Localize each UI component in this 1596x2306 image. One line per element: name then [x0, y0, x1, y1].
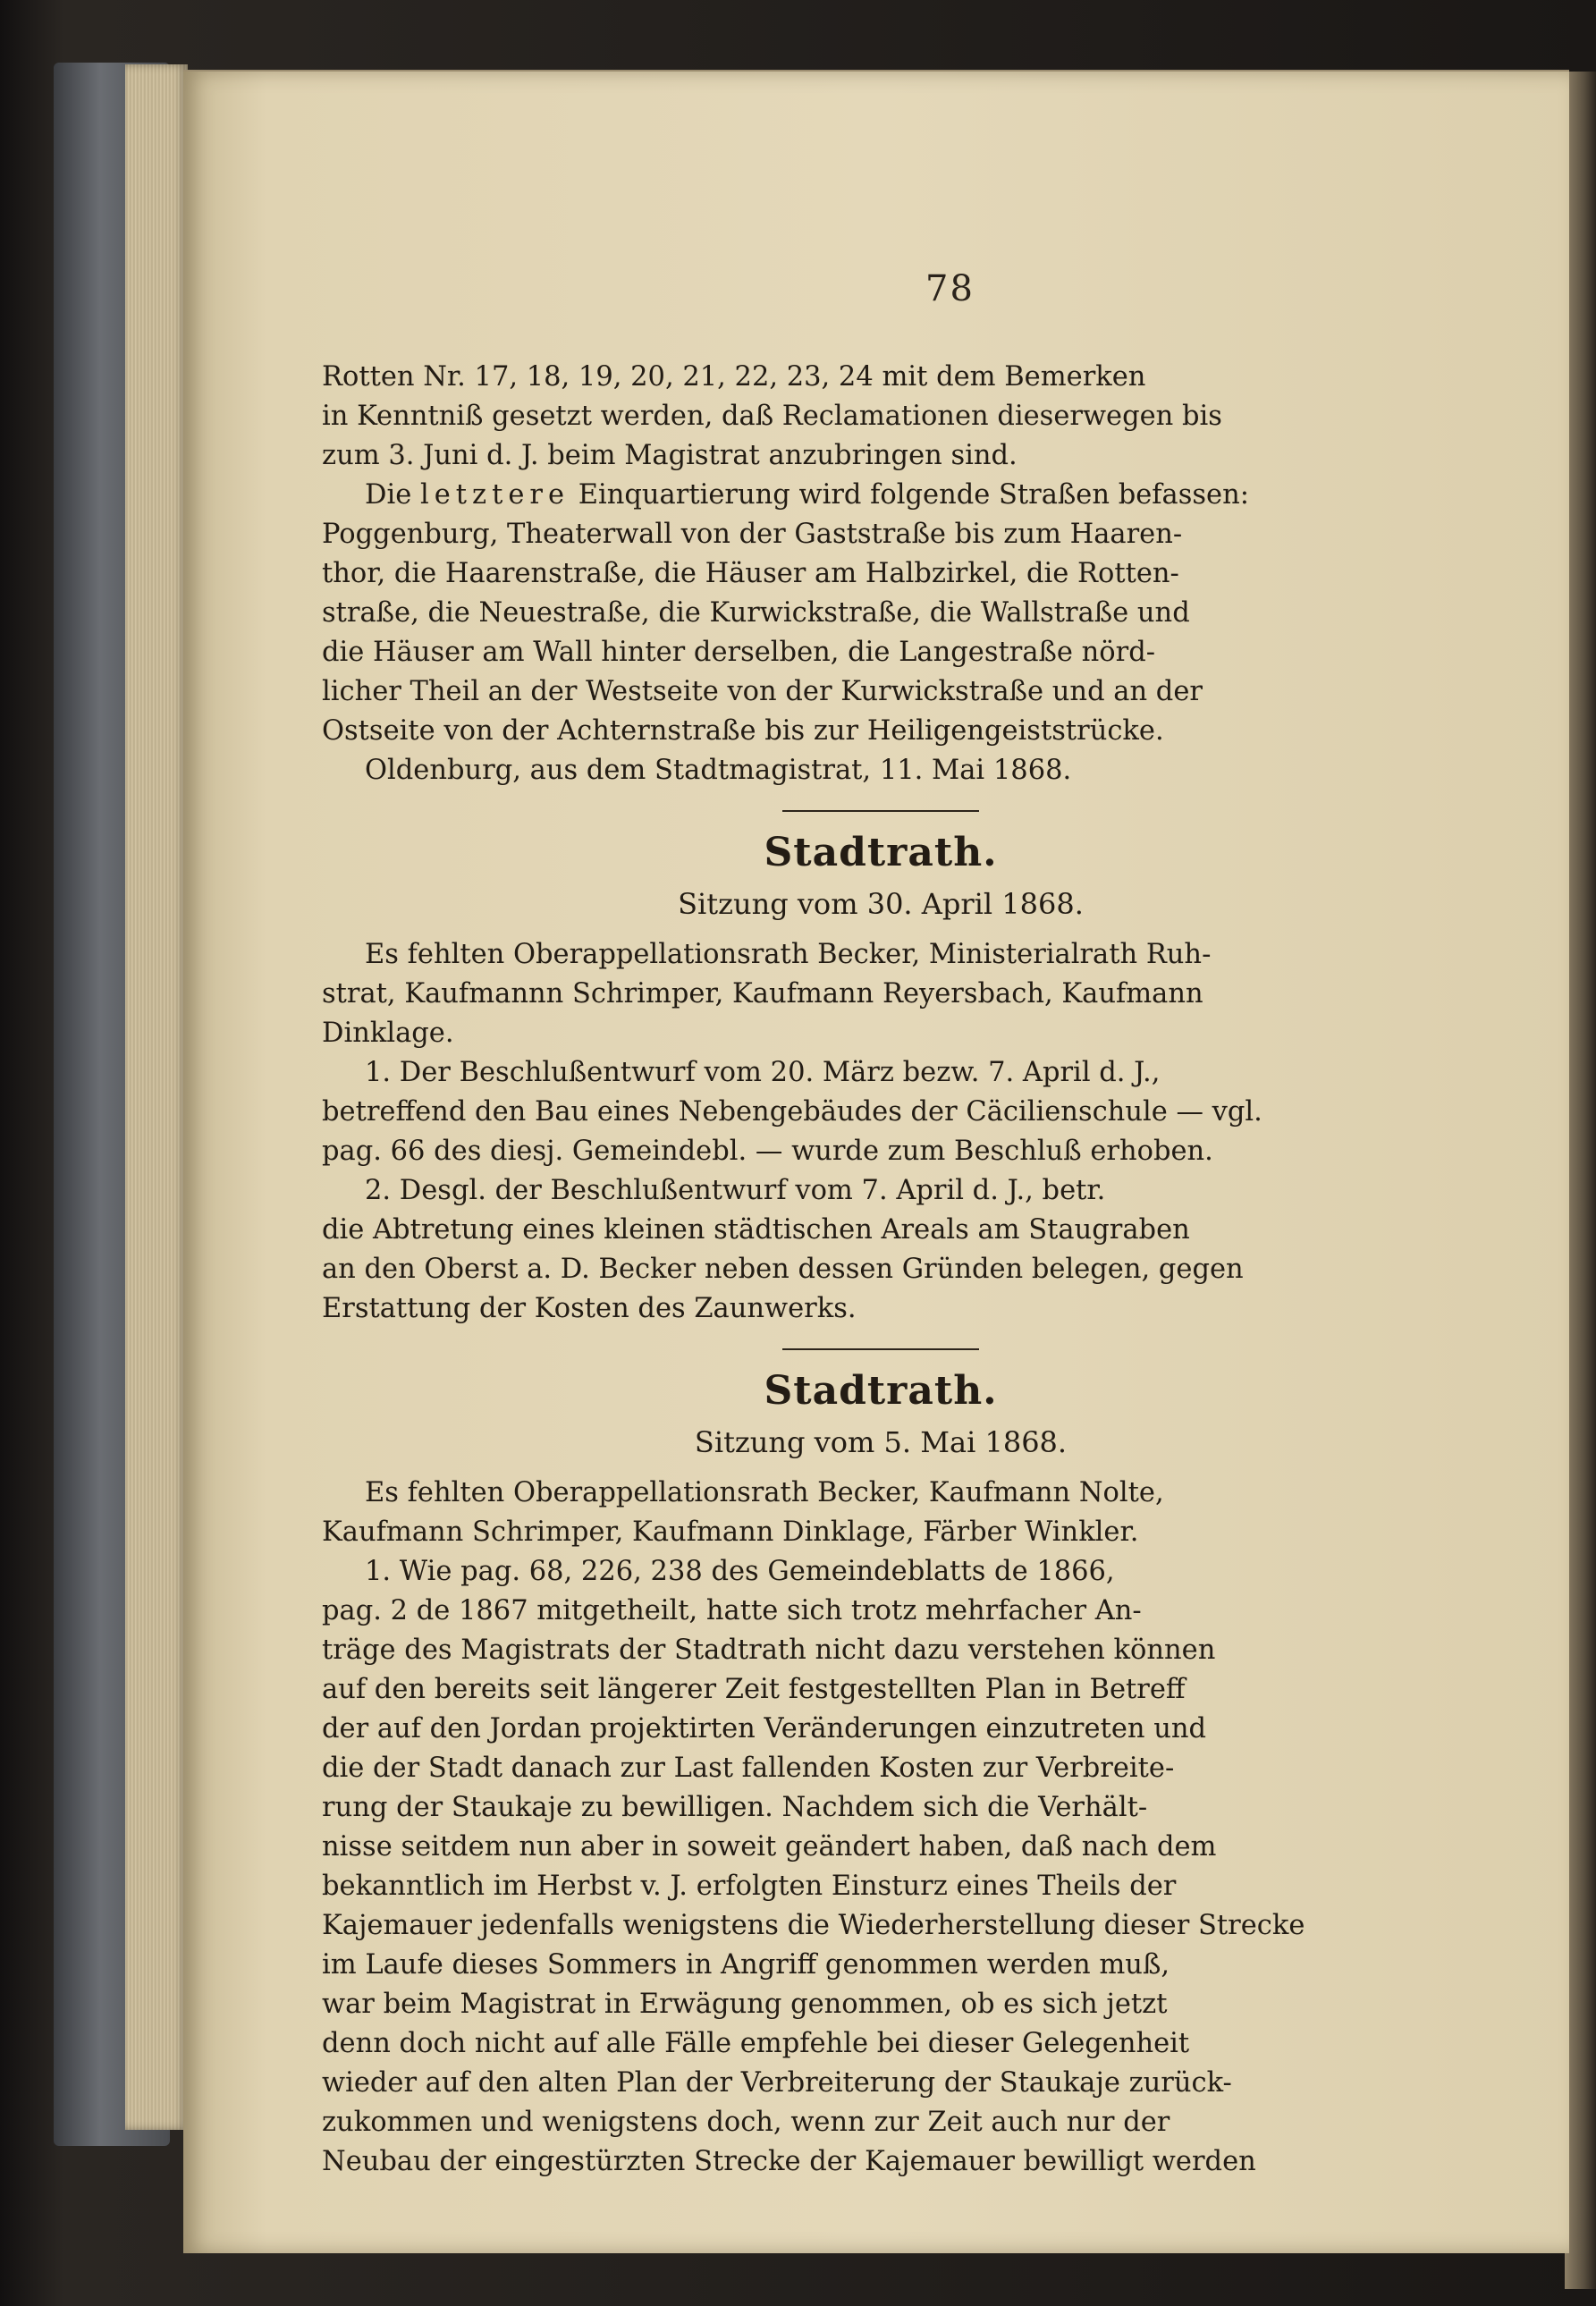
text-line: Neubau der eingestürzten Strecke der Kajemauer bewilligt werden	[322, 2146, 1256, 2177]
text-line: pag. 2 de 1867 mitgetheilt, hatte sich trotz mehrfacher An-	[322, 1595, 1142, 1626]
session-date: Sitzung vom 5. Mai 1868.	[694, 1425, 1068, 1459]
right-page-edge	[1565, 72, 1596, 2289]
page-edges	[125, 64, 188, 2130]
agenda-item-2	[322, 1171, 1440, 1329]
text-line: Kaufmann Schrimper, Kaufmann Dinklage, Färber Winkler.	[322, 1516, 1139, 1548]
intro-paragraph	[322, 358, 1440, 476]
text-line: der auf den Jordan projektirten Veränderungen einzutreten und	[322, 1713, 1207, 1744]
text-line: licher Theil an der Westseite von der Kurwickstraße und an der	[322, 676, 1203, 707]
page-text	[322, 358, 1440, 2182]
text-line: träge des Magistrats der Stadtrath nicht dazu verstehen können	[322, 1634, 1216, 1666]
text-line: nisse seitdem nun aber in soweit geändert haben, daß nach dem	[322, 1831, 1217, 1863]
text-line: in Kenntniß gesetzt werden, daß Reclamationen dieserwegen bis	[322, 401, 1222, 432]
text-line: die der Stadt danach zur Last fallenden Kosten zur Verbreite-	[322, 1753, 1175, 1784]
session-date: Sitzung vom 30. April 1868.	[678, 887, 1084, 921]
text-line: war beim Magistrat in Erwägung genommen, ob es sich jetzt	[322, 1989, 1168, 2020]
text-line: an den Oberst a. D. Becker neben dessen Gründen belegen, gegen	[322, 1254, 1244, 1285]
text-line: Kajemauer jedenfalls wenigstens die Wiederherstellung dieser Strecke	[322, 1910, 1305, 1941]
text-line: strat, Kaufmannn Schrimper, Kaufmann Reyersbach, Kaufmann	[322, 978, 1203, 1009]
section-heading: Stadtrath.	[764, 1368, 998, 1414]
text-line: denn doch nicht auf alle Fälle empfehle bei dieser Gelegenheit	[322, 2028, 1190, 2059]
text-line: die Häuser am Wall hinter derselben, die Langestraße nörd-	[322, 637, 1156, 668]
text-line: im Laufe dieses Sommers in Angriff genommen werden muß,	[322, 1949, 1170, 1981]
absent-members	[322, 1474, 1440, 1552]
text-line: Poggenburg, Theaterwall von der Gaststraße bis zum Haaren-	[322, 519, 1183, 550]
text-line: betreffend den Bau eines Nebengebäudes der Cäcilienschule — vgl.	[322, 1096, 1262, 1128]
text-line: zukommen und wenigstens doch, wenn zur Zeit auch nur der	[322, 2107, 1170, 2138]
text-line: straße, die Neuestraße, die Kurwickstraße, die Wallstraße und	[322, 597, 1190, 629]
text-line: wieder auf den alten Plan der Verbreiterung der Staukaje zurück-	[322, 2067, 1232, 2099]
text-line: 2. Desgl. der Beschlußentwurf vom 7. April d. J., betr.	[365, 1175, 1106, 1206]
billeting-paragraph	[322, 476, 1440, 751]
agenda-item-1	[322, 1053, 1440, 1171]
text-line: 1. Der Beschlußentwurf vom 20. März bezw. 7. April d. J.,	[365, 1057, 1161, 1088]
text-line: bekanntlich im Herbst v. J. erfolgten Einsturz eines Theils der	[322, 1871, 1177, 1902]
text-line: Rotten Nr. 17, 18, 19, 20, 21, 22, 23, 24 mit dem Bemerken	[322, 361, 1146, 393]
text-line: Es fehlten Oberappellationsrath Becker, Kaufmann Nolte,	[365, 1477, 1164, 1508]
text-line: thor, die Haarenstraße, die Häuser am Halbzirkel, die Rotten-	[322, 558, 1179, 589]
text-line: Es fehlten Oberappellationsrath Becker, Ministerialrath Ruh-	[365, 939, 1212, 970]
absent-members	[322, 935, 1440, 1053]
signature-line: Oldenburg, aus dem Stadtmagistrat, 11. Mai 1868.	[365, 755, 1072, 786]
text-line: pag. 66 des diesj. Gemeindebl. — wurde zum Beschluß erhoben.	[322, 1136, 1213, 1167]
agenda-item-1	[322, 1552, 1440, 2182]
emphasized-word: letztere	[419, 479, 570, 511]
text-line: auf den bereits seit längerer Zeit festgestellten Plan in Betreff	[322, 1674, 1186, 1705]
section-heading: Stadtrath.	[764, 830, 998, 875]
text-line: rung der Staukaje zu bewilligen. Nachdem sich die Verhält-	[322, 1792, 1148, 1823]
section-divider	[782, 1348, 979, 1350]
page-number: 78	[925, 268, 975, 309]
text-line: die Abtretung eines kleinen städtischen Areals am Staugraben	[322, 1214, 1190, 1246]
section-divider	[782, 810, 979, 812]
text-line: 1. Wie pag. 68, 226, 238 des Gemeindeblatts de 1866,	[365, 1556, 1115, 1587]
text-line: zum 3. Juni d. J. beim Magistrat anzubringen sind.	[322, 440, 1018, 471]
text-line: Dinklage.	[322, 1018, 454, 1049]
text-line: Ostseite von der Achternstraße bis zur Heiligengeiststrücke.	[322, 715, 1164, 747]
text-fragment: Die	[365, 479, 420, 511]
text-line: Erstattung der Kosten des Zaunwerks.	[322, 1293, 857, 1324]
text-fragment: Einquartierung wird folgende Straßen befassen:	[570, 479, 1250, 511]
